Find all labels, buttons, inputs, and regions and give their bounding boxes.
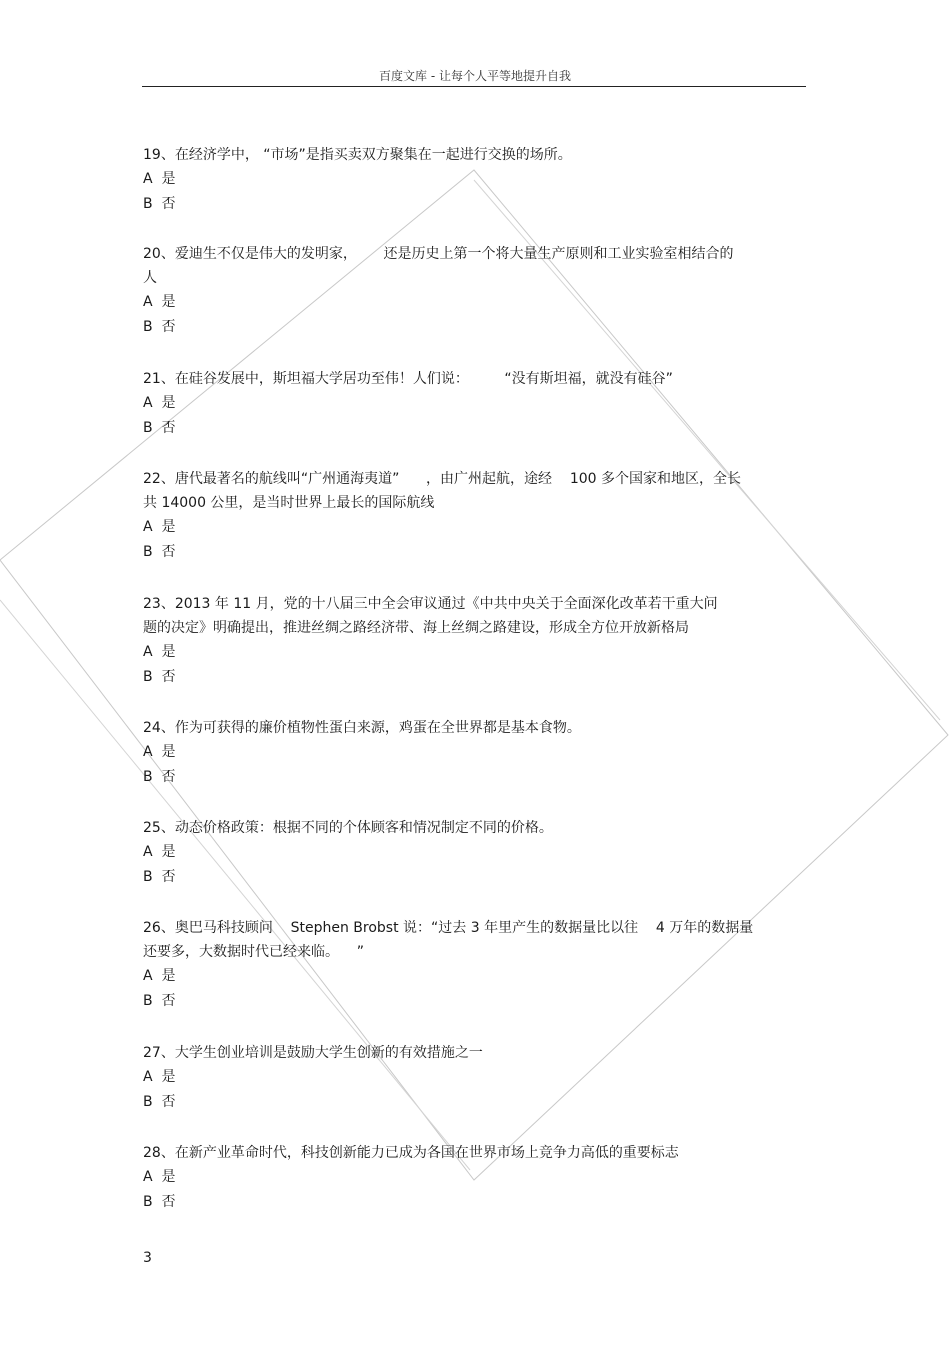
option-b: B 否 xyxy=(143,993,176,1009)
option-b: B 否 xyxy=(143,544,176,560)
page-number: 3 xyxy=(143,1250,152,1266)
question-item xyxy=(143,716,808,790)
option-b: B 否 xyxy=(143,769,176,785)
question-text: 23、2013 年 11 月，党的十八届三中全会审议通过《中共中央关于全面深化改革若干重大问 xyxy=(143,596,718,612)
question-text: 题的决定》明确提出，推进丝绸之路经济带、海上丝绸之路建设，形成全方位开放新格局 xyxy=(143,620,689,636)
question-text: 24、作为可获得的廉价植物性蛋白来源，鸡蛋在全世界都是基本食物。 xyxy=(143,720,581,736)
header-divider xyxy=(142,86,806,87)
question-item xyxy=(143,242,808,340)
option-a: A 是 xyxy=(143,844,176,860)
question-text: 还要多，大数据时代已经来临。 ” xyxy=(143,944,365,960)
question-item xyxy=(143,916,808,1014)
question-item xyxy=(143,816,808,890)
question-item xyxy=(143,592,808,690)
question-item xyxy=(143,1141,808,1215)
option-a: A 是 xyxy=(143,395,176,411)
question-text: 22、唐代最著名的航线叫“广州通海夷道” ，由广州起航，途经 100 多个国家和地区，全长 xyxy=(143,471,741,487)
question-text: 共 14000 公里，是当时世界上最长的国际航线 xyxy=(143,495,435,511)
option-a: A 是 xyxy=(143,1069,176,1085)
page-header: 百度文库 - 让每个人平等地提升自我 xyxy=(379,69,571,83)
option-a: A 是 xyxy=(143,1169,176,1185)
option-a: A 是 xyxy=(143,968,176,984)
option-b: B 否 xyxy=(143,420,176,436)
question-item xyxy=(143,143,808,217)
question-text: 28、在新产业革命时代，科技创新能力已成为各国在世界市场上竞争力高低的重要标志 xyxy=(143,1145,679,1161)
option-b: B 否 xyxy=(143,319,176,335)
question-text: 人 xyxy=(143,270,157,286)
option-b: B 否 xyxy=(143,196,176,212)
question-text: 20、爱迪生不仅是伟大的发明家， 还是历史上第一个将大量生产原则和工业实验室相结合的 xyxy=(143,246,734,262)
option-a: A 是 xyxy=(143,294,176,310)
option-b: B 否 xyxy=(143,1094,176,1110)
option-a: A 是 xyxy=(143,644,176,660)
question-text: 19、在经济学中， “市场”是指买卖双方聚集在一起进行交换的场所。 xyxy=(143,147,572,163)
option-a: A 是 xyxy=(143,171,176,187)
question-text: 21、在硅谷发展中，斯坦福大学居功至伟！人们说： “没有斯坦福，就没有硅谷” xyxy=(143,371,673,387)
question-text: 26、奥巴马科技顾问 Stephen Brobst 说：“过去 3 年里产生的数据量比以往 4 万年的数据量 xyxy=(143,920,754,936)
question-item xyxy=(143,367,808,441)
option-b: B 否 xyxy=(143,869,176,885)
question-text: 27、大学生创业培训是鼓励大学生创新的有效措施之一 xyxy=(143,1045,483,1061)
option-a: A 是 xyxy=(143,744,176,760)
question-item xyxy=(143,467,808,565)
question-text: 25、动态价格政策：根据不同的个体顾客和情况制定不同的价格。 xyxy=(143,820,553,836)
option-a: A 是 xyxy=(143,519,176,535)
option-b: B 否 xyxy=(143,669,176,685)
question-item xyxy=(143,1041,808,1115)
option-b: B 否 xyxy=(143,1194,176,1210)
